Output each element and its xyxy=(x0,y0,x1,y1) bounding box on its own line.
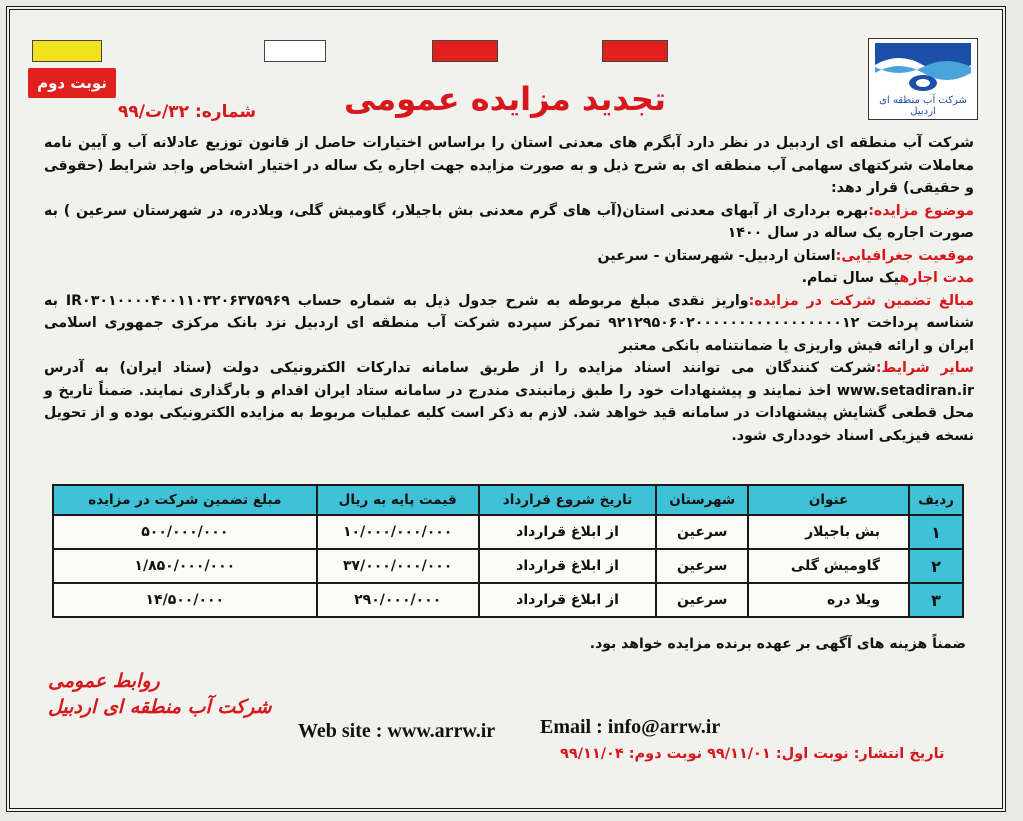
row-number: ۱ xyxy=(909,515,963,549)
row-number: ۲ xyxy=(909,549,963,583)
signature-line-1: روابط عمومی xyxy=(48,670,160,692)
conditions-paragraph xyxy=(44,357,974,447)
intro-paragraph: شرکت آب منطقه ای اردبیل در نظر دارد آبگرم های معدنی استان را براساس اختیارات حاصل از قانون توزیع عادلانه آب و آیین نامه معاملات شرکتهای سهامی آب منطقه ای به شرح ذیل و به صورت مزایده جهت اجاره یک ساله در اختیار اشخاص واجد شرایط (حقوقی و حقیقی) قرار دهد: xyxy=(44,135,974,196)
company-logo xyxy=(868,38,978,120)
subject-text: بهره برداری از آبهای معدنی استان(آب های گرم معدنی بش باجیلار، گاومیش گلی، ویلادره، در شهرستان سرعین ) به صورت اجاره یک ساله در سال ۱۴۰۰ xyxy=(44,202,974,241)
item-start-date: از ابلاغ قرارداد xyxy=(479,549,657,583)
color-bar-white xyxy=(264,40,326,62)
item-guarantee: ۱۴/۵۰۰/۰۰۰ xyxy=(53,583,317,617)
item-start-date: از ابلاغ قرارداد xyxy=(479,515,657,549)
item-guarantee: ۱/۸۵۰/۰۰۰/۰۰۰ xyxy=(53,549,317,583)
item-city: سرعین xyxy=(656,549,748,583)
column-header: تاریخ شروع قرارداد xyxy=(479,485,657,515)
ad-number: شماره: ۳۲/ت/۹۹ xyxy=(118,102,257,122)
turn-badge: نوبت دوم xyxy=(28,68,116,98)
table-row xyxy=(53,583,963,617)
column-header: عنوان xyxy=(748,485,909,515)
duration-paragraph xyxy=(44,267,974,290)
subject-paragraph xyxy=(44,200,974,245)
publish-date: تاریخ انتشار: نوبت اول: ۹۹/۱۱/۰۱ نوبت دوم: ۹۹/۱۱/۰۴ xyxy=(560,746,945,762)
color-bar-red xyxy=(432,40,498,62)
item-start-date: از ابلاغ قرارداد xyxy=(479,583,657,617)
item-base-price: ۳۷/۰۰۰/۰۰۰/۰۰۰ xyxy=(317,549,479,583)
table-row xyxy=(53,549,963,583)
advertisement-frame xyxy=(6,6,1006,812)
email-link[interactable]: Email : info@arrw.ir xyxy=(540,716,721,738)
color-bar-red xyxy=(602,40,668,62)
water-drop-logo-icon xyxy=(875,43,971,99)
website-link[interactable]: Web site : www.arrw.ir xyxy=(298,720,496,742)
item-guarantee: ۵۰۰/۰۰۰/۰۰۰ xyxy=(53,515,317,549)
cost-note: ضمناً هزینه های آگهی بر عهده برنده مزایده خواهد بود. xyxy=(589,636,966,652)
conditions-label: سایر شرایط: xyxy=(875,360,974,376)
ad-body xyxy=(44,132,974,447)
column-header: مبلغ تضمین شرکت در مزایده xyxy=(53,485,317,515)
page-title: تجدید مزایده عمومی xyxy=(344,80,666,118)
item-city: سرعین xyxy=(656,583,748,617)
column-header: ردیف xyxy=(909,485,963,515)
column-header: قیمت پایه به ریال xyxy=(317,485,479,515)
color-bar-yellow xyxy=(32,40,102,62)
auction-items-table xyxy=(52,484,964,618)
duration-label: مدت اجاره xyxy=(899,270,974,286)
item-city: سرعین xyxy=(656,515,748,549)
location-paragraph xyxy=(44,245,974,268)
guarantee-paragraph xyxy=(44,290,974,358)
item-base-price: ۱۰/۰۰۰/۰۰۰/۰۰۰ xyxy=(317,515,479,549)
row-number: ۳ xyxy=(909,583,963,617)
item-title: بش باجیلار xyxy=(748,515,909,549)
color-bars xyxy=(32,40,962,62)
table-row xyxy=(53,515,963,549)
location-text: استان اردبیل- شهرستان - سرعین xyxy=(597,247,836,264)
guarantee-label: مبالغ تضمین شرکت در مزایده: xyxy=(748,292,974,309)
duration-text: یک سال تمام. xyxy=(801,270,900,286)
guarantee-text: واریز نقدی مبلغ مربوطه به شرح جدول ذیل به شماره حساب IR۰۳۰۱۰۰۰۰۴۰۰۱۱۰۳۲۰۶۳۷۵۹۶۹ به شناسه پرداخت ۹۲۱۲۹۵۰۶۰۲۰۰۰۰۰۰۰۰۰۰۰۰۰۰۰۰۰۱۲ تمرکز سپرده شرکت آب منطقه ای اردبیل نزد بانک مرکزی جمهوری اسلامی ایران و ارائه فیش واریزی یا ضمانتنامه بانکی معتبر xyxy=(44,292,975,354)
table-header-row xyxy=(53,485,963,515)
column-header: شهرستان xyxy=(656,485,748,515)
signature-line-2: شرکت آب منطقه ای اردبیل xyxy=(48,696,272,718)
item-base-price: ۲۹۰/۰۰۰/۰۰۰ xyxy=(317,583,479,617)
logo-text: شرکت آب منطقه ای اردبیل xyxy=(879,95,967,117)
item-title: گاومیش گلی xyxy=(748,549,909,583)
subject-label: موضوع مزایده: xyxy=(868,202,974,219)
conditions-text: شرکت کنندگان می توانند اسناد مزایده را از طریق سامانه تدارکات الکترونیکی دولت (ستاد ایران) به آدرس www.setadiran.ir اخذ نمایند و پیشنهادات خود را طبق زمانبندی مندرج در سامانه ستاد ایران اقدام و بارگذاری نمایند. ضمناً تاریخ و محل قطعی گشایش پیشنهادات در سامانه قید خواهد شد. لازم به ذکر است کلیه عملیات مربوط به مزایده الکترونیکی بوده و از تحویل نسخه فیزیکی اسناد خودداری شود. xyxy=(44,360,974,444)
item-title: ویلا دره xyxy=(748,583,909,617)
location-label: موقعیت جغرافیایی: xyxy=(835,247,974,264)
